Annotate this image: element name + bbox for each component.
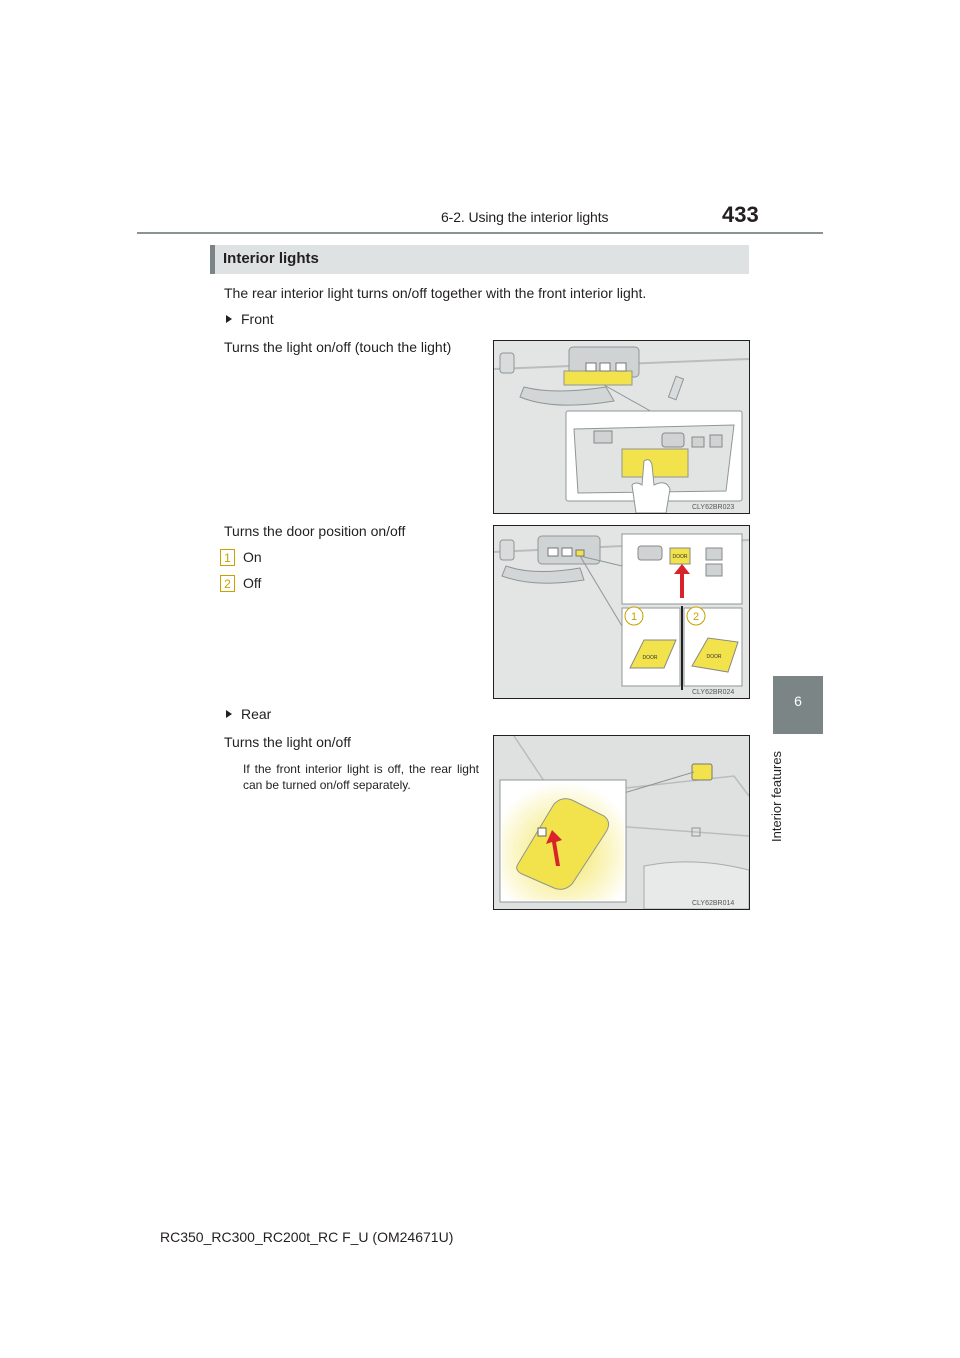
rear-note: If the front interior light is off, the rear light can be turned on/off separately. [243, 762, 479, 792]
figure-2-switch-label-off: DOOR [706, 654, 722, 660]
rear-heading [226, 706, 271, 722]
chapter-label-text: Interior features [769, 750, 784, 842]
figure-front-light-drawing [494, 341, 749, 513]
header-divider [137, 232, 823, 234]
rear-step: Turns the light on/off [224, 734, 351, 750]
section-title: Interior lights [223, 250, 319, 267]
option-1-badge: 1 [220, 549, 235, 566]
figure-front-light [493, 340, 750, 514]
rear-heading-text: Rear [241, 706, 272, 722]
triangle-bullet-icon [226, 315, 232, 323]
front-step-1: Turns the light on/off (touch the light) [224, 339, 452, 355]
figure-1-code: CLY62BR023 [692, 504, 735, 511]
figure-2-callout-2: 2 [692, 611, 700, 623]
figure-2-callout-1: 1 [630, 611, 638, 623]
triangle-bullet-icon [226, 710, 232, 718]
front-heading [226, 311, 274, 327]
figure-door-switch-drawing [494, 526, 749, 698]
chapter-number: 6 [794, 693, 802, 709]
section-intro: The rear interior light turns on/off together with the front interior light. [224, 285, 647, 301]
page-number: 433 [722, 202, 759, 227]
figure-door-switch [493, 525, 750, 699]
option-2-badge: 2 [220, 575, 235, 592]
section-heading-bar [210, 245, 749, 274]
option-2-label: Off [243, 575, 262, 591]
footer-model: RC350_RC300_RC200t_RC F_U (OM24671U) [160, 1229, 454, 1245]
figure-2-code: CLY62BR024 [692, 689, 735, 696]
option-1-label: On [243, 549, 262, 565]
figure-2-switch-label-on: DOOR [642, 655, 658, 661]
figure-rear-light [493, 735, 750, 910]
front-heading-text: Front [241, 311, 274, 327]
figure-2-switch-label: DOOR [672, 554, 688, 560]
header-section-title: 6-2. Using the interior lights [441, 209, 609, 225]
front-step-2: Turns the door position on/off [224, 523, 406, 539]
chapter-tab[interactable] [773, 676, 823, 734]
figure-3-code: CLY62BR014 [692, 900, 735, 907]
section-heading-accent [210, 245, 215, 274]
figure-rear-light-drawing [494, 736, 749, 909]
